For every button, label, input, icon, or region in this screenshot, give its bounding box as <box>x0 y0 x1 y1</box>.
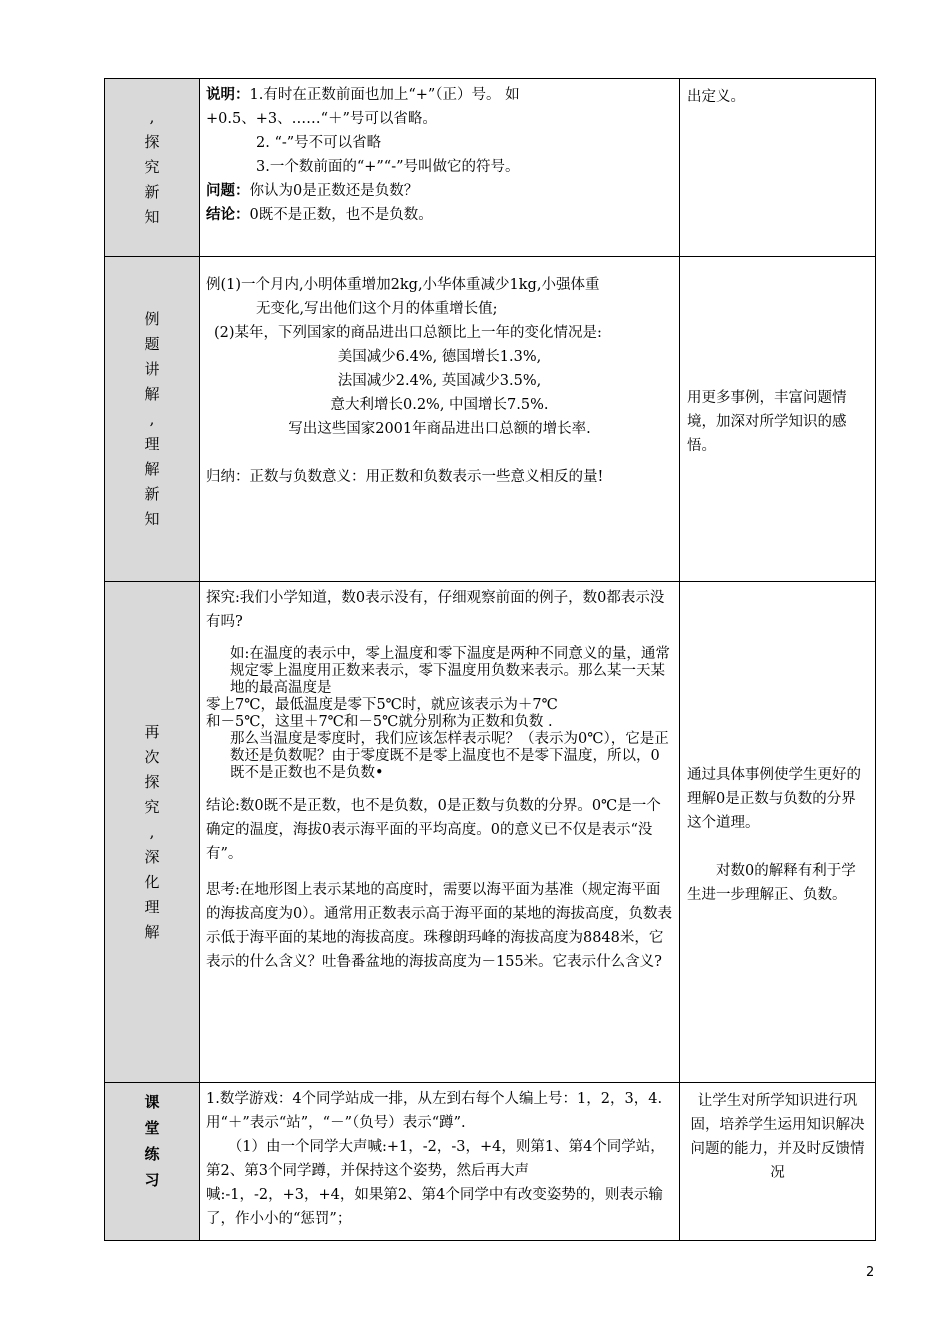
side-char: 探 <box>144 772 160 791</box>
design-note-text: 让学生对所学知识进行巩固，培养学生运用知识解决问题的能力，并及时反馈情况 <box>690 1093 865 1181</box>
game-paragraph: 1.数学游戏：4个同学站成一排，从左到右每个人编上号：1，2，3，4.用“＋”表示“站”，“－”（负号）表示“蹲”. <box>206 1091 663 1131</box>
side-label-practice <box>105 1083 200 1241</box>
side-char: 究 <box>144 158 160 176</box>
side-char: 课 <box>144 1093 160 1111</box>
side-char: 堂 <box>144 1119 160 1137</box>
example-question: 写出这些国家2001年商品进出口总额的增长率. <box>288 421 591 437</box>
content-examples <box>200 257 680 582</box>
country-line-3: 意大利增长0.2%, 中国增长7.5%. <box>330 397 549 413</box>
note-line-1: 说明：1.有时在正数前面也加上“+”（正）号。 如+0.5、+3、……“＋”号可以省略。 <box>206 86 520 127</box>
side-char: 理 <box>144 434 160 453</box>
side-char: 讲 <box>144 359 160 378</box>
side-label-deepen <box>105 582 200 1083</box>
side-char: 再 <box>144 722 160 741</box>
side-char: 习 <box>144 1171 160 1189</box>
side-char: 理 <box>144 897 160 916</box>
side-char: 探 <box>144 133 160 151</box>
design-note-text: 出定义。 <box>687 89 745 105</box>
side-char: 化 <box>144 872 160 891</box>
row-examples <box>105 257 876 582</box>
conclusion-line: 结论：0既不是正数，也不是负数。 <box>206 206 433 223</box>
side-char: 解 <box>144 459 160 478</box>
country-line-1: 美国减少6.4%, 德国增长1.3%, <box>337 349 542 365</box>
conclusion-paragraph: 结论:数0既不是正数，也不是负数，0是正数与负数的分界。0℃是一个确定的温度，海拔0表示海平面的平均高度。0的意义已不仅是表示“没有”。 <box>206 798 661 862</box>
row-explore-new <box>105 79 876 257</box>
side-char: , <box>149 108 155 126</box>
design-note-text-1: 通过具体事例使学生更好的理解0是正数与负数的分界这个道理。 <box>687 767 861 831</box>
design-note-deepen <box>680 582 876 1083</box>
side-char: 知 <box>144 208 160 226</box>
side-char: , <box>149 822 155 841</box>
content-explore-new <box>200 79 680 257</box>
side-char: 究 <box>144 797 160 816</box>
design-note-explore-new <box>680 79 876 257</box>
side-char: 新 <box>144 484 160 503</box>
temperature-paragraph-2: 零上7℃，最低温度是零下5℃时，就应该表示为＋7℃ <box>206 697 558 713</box>
question-line: 问题：你认为0是正数还是负数？ <box>206 182 419 199</box>
example-1-line-a: 例(1)一个月内,小明体重增加2kg,小华体重减少1kg,小强体重 <box>206 277 600 293</box>
side-char: 解 <box>144 922 160 941</box>
design-note-text-2: 对数0的解释有利于学生进一步理解正、负数。 <box>687 863 856 903</box>
explore-paragraph: 探究:我们小学知道，数0表示没有，仔细观察前面的例子，数0都表示没有吗? <box>206 590 665 630</box>
example-1-line-b: 无变化,写出他们这个月的体重增长值; <box>256 301 498 317</box>
example-2-line: (2)某年，下列国家的商品进出口总额比上一年的变化情况是: <box>214 325 602 341</box>
side-char: 练 <box>144 1145 160 1163</box>
side-char: 例 <box>144 309 160 328</box>
side-char: 知 <box>144 509 160 528</box>
summary-line: 归纳：正数与负数意义：用正数和负数表示一些意义相反的量! <box>206 469 604 485</box>
note-line-3: 3.一个数前面的“+”“-”号叫做它的符号。 <box>256 159 520 175</box>
side-char: 新 <box>144 183 160 201</box>
lesson-plan-table <box>104 78 876 1241</box>
game-rule-paragraph: （1）由一个同学大声喊:+1，-2，-3，+4，则第1、第4个同学站，第2、第3个同学蹲，并保持这个姿势，然后再大声喊:-1，-2，+3，+4，如果第2、第4个同学中有改变姿势的，则表示输了，作小小的“惩罚”； <box>206 1139 665 1227</box>
side-char: 深 <box>144 847 160 866</box>
design-note-text: 用更多事例，丰富问题情境，加深对所学知识的感悟。 <box>687 390 847 454</box>
side-char: , <box>149 409 155 428</box>
side-char: 解 <box>144 384 160 403</box>
side-char: 题 <box>144 334 160 353</box>
content-practice <box>200 1083 680 1241</box>
country-line-2: 法国减少2.4%, 英国减少3.5%, <box>337 373 542 389</box>
design-note-examples <box>680 257 876 582</box>
side-label-examples <box>105 257 200 582</box>
row-deepen <box>105 582 876 1083</box>
side-label-explore-new <box>105 79 200 257</box>
temperature-paragraph-1: 如:在温度的表示中，零上温度和零下温度是两种不同意义的量，通常规定零上温度用正数来表示，零下温度用负数来表示。那么某一天某地的最高温度是 <box>230 646 670 696</box>
temperature-paragraph-4: 那么当温度是零度时，我们应该怎样表示呢？（表示为0℃），它是正数还是负数呢？由于零度既不是零上温度也不是零下温度，所以，0既不是正数也不是负数• <box>230 731 669 781</box>
side-char: 次 <box>144 747 160 766</box>
temperature-paragraph-3: 和－5℃，这里＋7℃和－5℃就分别称为正数和负数 . <box>206 714 553 730</box>
content-deepen <box>200 582 680 1083</box>
note-line-2: 2. “-”号不可以省略 <box>256 135 382 151</box>
page-number: 2 <box>866 1265 875 1280</box>
design-note-practice <box>680 1083 876 1241</box>
row-practice <box>105 1083 876 1241</box>
think-paragraph: 思考:在地形图上表示某地的高度时，需要以海平面为基准（规定海平面的海拔高度为0）。通常用正数表示高于海平面的某地的海拔高度，负数表示低于海平面的某地的海拔高度。珠穆朗玛峰的海拔高度为8848米，它表示的什么含义？吐鲁番盆地的海拔高度为－155米。它表示什么含义? <box>206 882 672 970</box>
